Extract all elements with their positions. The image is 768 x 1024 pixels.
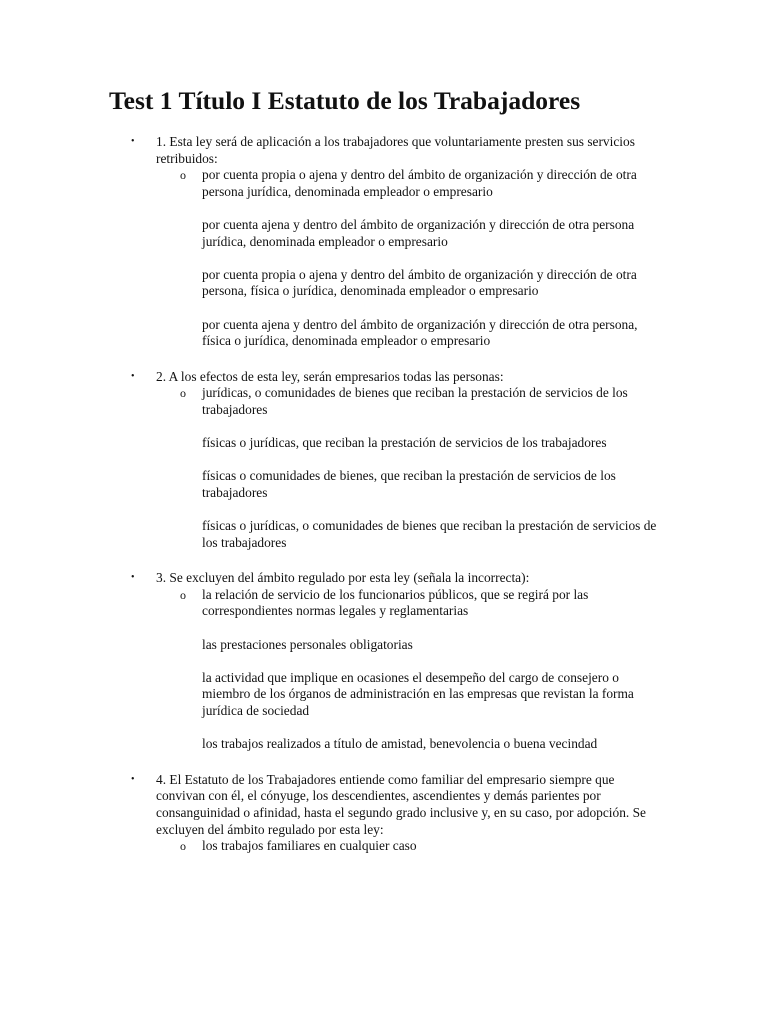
option-item: [0, 838, 768, 855]
question-text: 1. Esta ley será de aplicación a los trabajadores que voluntariamente presten sus servicios retribuidos:: [156, 134, 635, 166]
option-text: por cuenta ajena y dentro del ámbito de organización y dirección de otra persona jurídica, denominada empleador o empresario: [202, 216, 635, 249]
bullet-icon: •: [131, 773, 135, 785]
option-text: físicas o jurídicas, que reciban la prestación de servicios de los trabajadores: [202, 435, 607, 451]
bullet-icon: •: [131, 572, 135, 584]
question-item: [0, 134, 768, 350]
option-list: [0, 587, 768, 753]
option-text: los trabajos familiares en cualquier caso: [202, 838, 417, 854]
question-text: 4. El Estatuto de los Trabajadores entiende como familiar del empresario siempre que convivan con él, el cónyuge, los descendientes, ascendientes y demás parientes por consanguinidad o afinidad, hasta el segundo grado inclusive y, en su caso, por adopción. Se excluyen del ámbito regulado por esta ley:: [156, 771, 646, 837]
option-text: físicas o jurídicas, o comunidades de bienes que reciban la prestación de servicios de los trabajadores: [202, 518, 657, 550]
question-text: 3. Se excluyen del ámbito regulado por esta ley (señala la incorrecta):: [156, 570, 530, 586]
option-text: la relación de servicio de los funcionarios públicos, que se regirá por las correspondientes normas legales y reglamentarias: [202, 586, 589, 619]
option-list: [0, 385, 768, 551]
option-item: [0, 217, 768, 250]
option-item: [0, 637, 768, 654]
option-text: por cuenta propia o ajena y dentro del ámbito de organización y dirección de otra persona jurídica, denominada empleador o empresario: [202, 167, 637, 199]
circle-marker-icon: o: [180, 386, 186, 401]
option-item: [0, 167, 768, 200]
circle-marker-icon: o: [180, 839, 186, 854]
document-title: Test 1 Título I Estatuto de los Trabajadores: [109, 86, 581, 115]
bullet-icon: •: [131, 370, 135, 382]
option-text: jurídicas, o comunidades de bienes que reciban la prestación de servicios de los trabajadores: [202, 385, 628, 417]
option-item: [0, 385, 768, 418]
option-text: los trabajos realizados a título de amistad, benevolencia o buena vecindad: [202, 736, 598, 752]
bullet-icon: •: [131, 136, 135, 147]
option-item: [0, 317, 768, 350]
option-item: [0, 267, 768, 300]
option-text: las prestaciones personales obligatorias: [202, 636, 413, 652]
option-list: [0, 167, 768, 350]
option-item: [0, 587, 768, 620]
option-text: por cuenta propia o ajena y dentro del ámbito de organización y dirección de otra persona, física o jurídica, denominada empleador o empresario: [202, 266, 637, 299]
option-text: la actividad que implique en ocasiones el desempeño del cargo de consejero o miembro de los órganos de administración en las empresas que revistan la forma jurídica de sociedad: [202, 669, 634, 718]
option-item: [0, 468, 768, 501]
question-item: [0, 772, 768, 855]
question-item: [0, 570, 768, 753]
option-text: físicas o comunidades de bienes, que reciban la prestación de servicios de los trabajadores: [202, 468, 616, 500]
circle-marker-icon: o: [180, 587, 186, 602]
option-item: [0, 435, 768, 452]
question-text: 2. A los efectos de esta ley, serán empresarios todas las personas:: [156, 368, 504, 384]
option-list: [0, 838, 768, 855]
option-text: por cuenta ajena y dentro del ámbito de organización y dirección de otra persona, física o jurídica, denominada empleador o empresario: [202, 316, 638, 349]
option-item: [0, 518, 768, 551]
question-list: [0, 134, 768, 874]
circle-marker-icon: o: [180, 168, 186, 183]
option-item: [0, 670, 768, 720]
option-item: [0, 736, 768, 753]
question-item: [0, 369, 768, 552]
